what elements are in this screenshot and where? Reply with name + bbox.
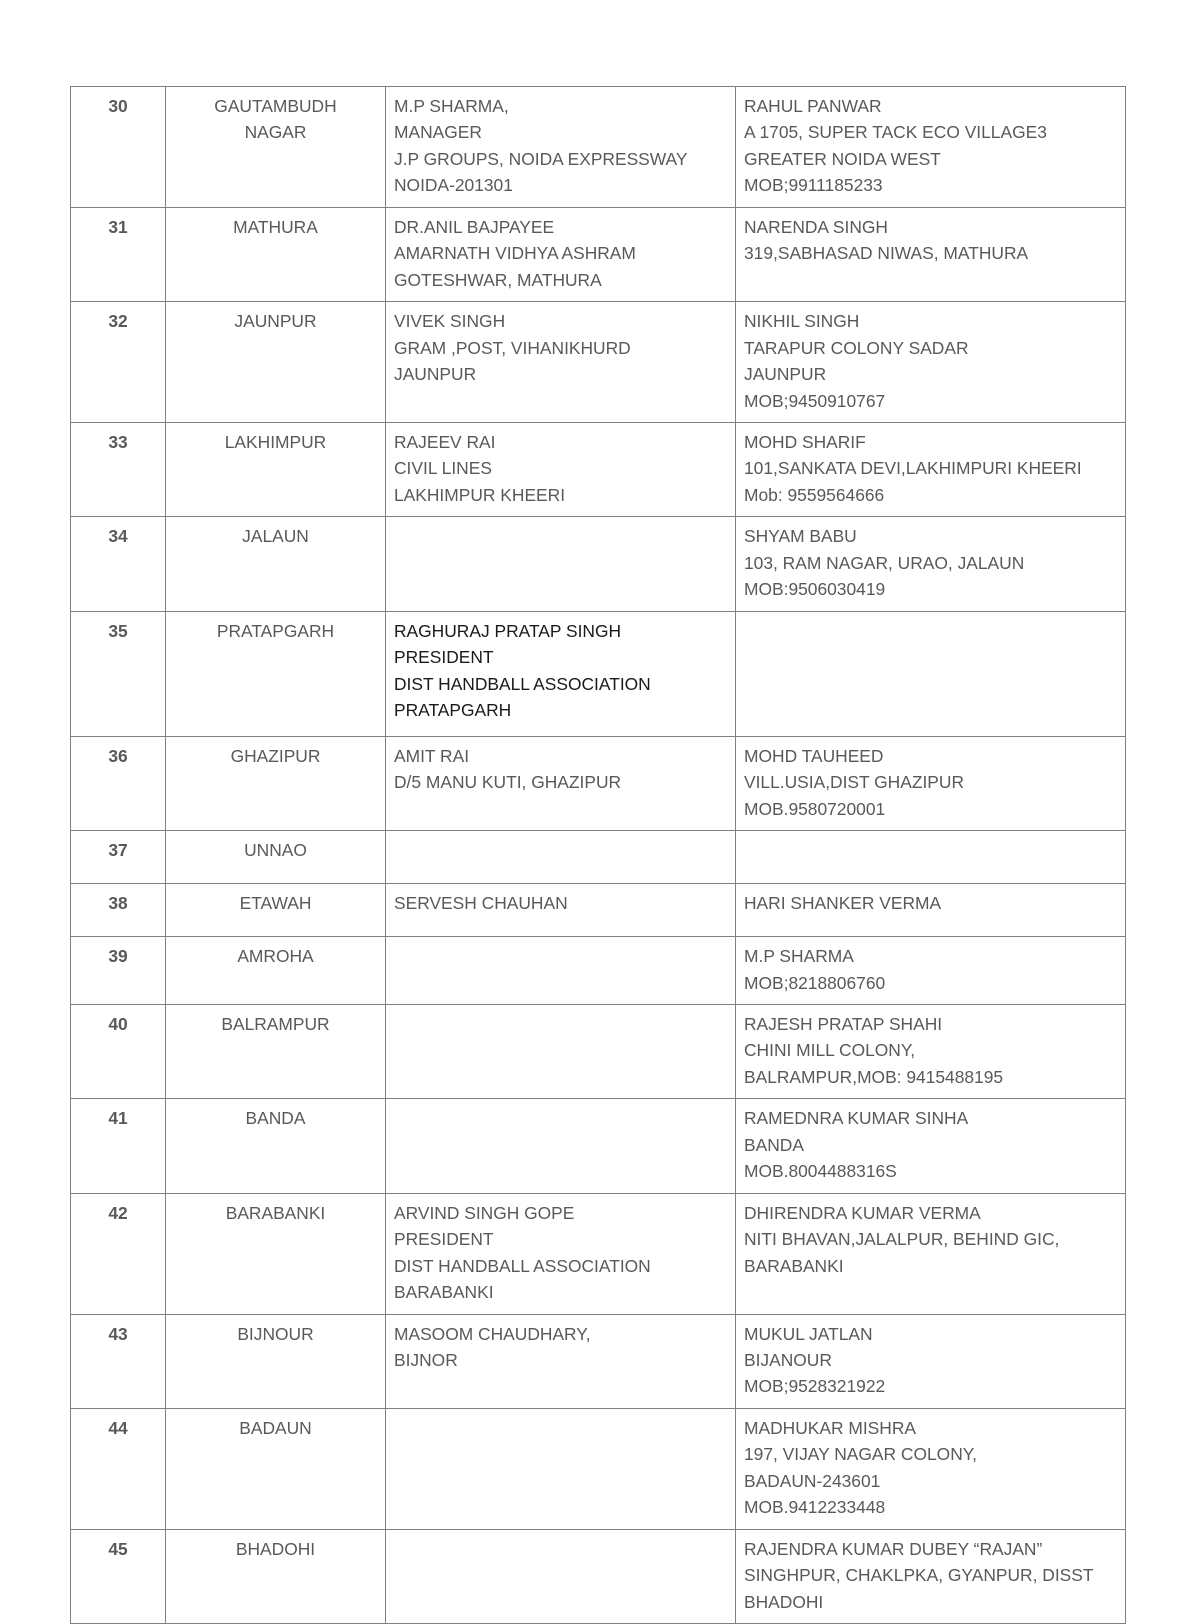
cell-line: RAJESH PRATAP SHAHI bbox=[744, 1013, 943, 1034]
cell-line: UNNAO bbox=[244, 840, 307, 861]
cell-line: A 1705, SUPER TACK ECO VILLAGE3 bbox=[744, 122, 1047, 143]
district-cell bbox=[166, 207, 386, 301]
district-cell bbox=[166, 1004, 386, 1098]
serial-number-cell: 36 bbox=[71, 736, 166, 830]
contact-person-cell bbox=[386, 884, 736, 937]
district-cell bbox=[166, 1099, 386, 1193]
serial-number-cell: 30 bbox=[71, 87, 166, 208]
cell-line: GOTESHWAR, MATHURA bbox=[394, 269, 602, 290]
secretary-cell bbox=[736, 937, 1126, 1005]
cell-line: Mob: 9559564666 bbox=[744, 484, 885, 505]
serial-number-cell: 43 bbox=[71, 1314, 166, 1408]
cell-line: RAMEDNRA KUMAR SINHA bbox=[744, 1108, 969, 1129]
cell-line: AMIT RAI bbox=[394, 745, 470, 766]
cell-line: BHADOHI bbox=[744, 1591, 824, 1612]
cell-line: 319,SABHASAD NIWAS, MATHURA bbox=[744, 243, 1029, 264]
serial-number-cell: 37 bbox=[71, 831, 166, 884]
cell-line: SINGHPUR, CHAKLPKA, GYANPUR, DISST bbox=[744, 1565, 1094, 1586]
cell-line: MOB.9580720001 bbox=[744, 798, 886, 819]
cell-line: BALRAMPUR,MOB: 9415488195 bbox=[744, 1066, 1004, 1087]
district-cell bbox=[166, 1408, 386, 1529]
cell-content bbox=[744, 1105, 1117, 1184]
contact-person-cell bbox=[386, 1004, 736, 1098]
cell-line: MATHURA bbox=[233, 216, 318, 237]
cell-line: MANAGER bbox=[394, 122, 482, 143]
cell-line: RAGHURAJ PRATAP SINGH bbox=[394, 620, 622, 641]
cell-line: MOB.9412233448 bbox=[744, 1497, 886, 1518]
cell-line: GRAM ,POST, VIHANIKHURD bbox=[394, 337, 631, 358]
cell-content bbox=[174, 93, 377, 146]
cell-line: NITI BHAVAN,JALALPUR, BEHIND GIC, bbox=[744, 1229, 1060, 1250]
cell-line: NIKHIL SINGH bbox=[744, 311, 860, 332]
cell-line: PRESIDENT bbox=[394, 647, 494, 668]
cell-content bbox=[394, 308, 727, 387]
table-row bbox=[71, 302, 1126, 423]
cell-line: JAUNPUR bbox=[394, 364, 477, 385]
cell-content bbox=[744, 308, 1117, 414]
cell-content bbox=[744, 743, 1117, 822]
cell-line: GHAZIPUR bbox=[230, 745, 321, 766]
cell-line: SERVESH CHAUHAN bbox=[394, 893, 568, 914]
cell-line: DIST HANDBALL ASSOCIATION bbox=[394, 1255, 651, 1276]
cell-content bbox=[744, 1011, 1117, 1090]
secretary-cell bbox=[736, 1193, 1126, 1314]
cell-line: DHIRENDRA KUMAR VERMA bbox=[744, 1202, 981, 1223]
cell-content bbox=[744, 523, 1117, 602]
secretary-cell bbox=[736, 302, 1126, 423]
cell-line: BADAUN bbox=[239, 1417, 312, 1438]
secretary-cell bbox=[736, 884, 1126, 937]
cell-line: BADAUN-243601 bbox=[744, 1470, 881, 1491]
cell-content bbox=[174, 1321, 377, 1347]
cell-line: MOB;8218806760 bbox=[744, 972, 886, 993]
contact-person-cell bbox=[386, 302, 736, 423]
cell-line: JALAUN bbox=[242, 526, 309, 547]
contact-person-cell bbox=[386, 422, 736, 516]
cell-line: J.P GROUPS, NOIDA EXPRESSWAY bbox=[394, 148, 688, 169]
cell-content bbox=[394, 1321, 727, 1374]
cell-line: RAJEEV RAI bbox=[394, 431, 496, 452]
cell-line: MASOOM CHAUDHARY, bbox=[394, 1323, 591, 1344]
secretary-cell bbox=[736, 831, 1126, 884]
table-row bbox=[71, 1193, 1126, 1314]
cell-content bbox=[744, 1536, 1117, 1615]
cell-line: HARI SHANKER VERMA bbox=[744, 893, 942, 914]
cell-content bbox=[394, 1200, 727, 1306]
cell-line: M.P SHARMA bbox=[744, 946, 854, 967]
cell-line: MOB:9506030419 bbox=[744, 579, 886, 600]
cell-content bbox=[744, 1200, 1117, 1279]
cell-content bbox=[394, 523, 727, 524]
serial-number-cell: 35 bbox=[71, 611, 166, 736]
cell-line: MOB.8004488316S bbox=[744, 1161, 897, 1182]
table-row bbox=[71, 611, 1126, 736]
cell-line: PRESIDENT bbox=[394, 1229, 494, 1250]
secretary-cell bbox=[736, 1099, 1126, 1193]
cell-line: BANDA bbox=[744, 1134, 804, 1155]
cell-line: 103, RAM NAGAR, URAO, JALAUN bbox=[744, 552, 1025, 573]
cell-content bbox=[744, 837, 1117, 838]
cell-line: MOB;9911185233 bbox=[744, 175, 883, 196]
secretary-cell bbox=[736, 207, 1126, 301]
cell-line: M.P SHARMA, bbox=[394, 96, 509, 116]
cell-content bbox=[174, 308, 377, 334]
cell-line: PRATAPGARH bbox=[216, 620, 335, 641]
cell-line: BIJNOR bbox=[394, 1349, 458, 1370]
cell-line: VILL.USIA,DIST GHAZIPUR bbox=[744, 772, 965, 793]
cell-line: AMROHA bbox=[237, 946, 314, 967]
table-row bbox=[71, 517, 1126, 611]
secretary-cell bbox=[736, 1314, 1126, 1408]
cell-content bbox=[744, 93, 1117, 199]
serial-number-cell: 44 bbox=[71, 1408, 166, 1529]
cell-line: NARENDA SINGH bbox=[744, 216, 888, 237]
cell-content bbox=[394, 743, 727, 796]
table-row bbox=[71, 831, 1126, 884]
table-row bbox=[71, 1099, 1126, 1193]
district-cell bbox=[166, 422, 386, 516]
contact-table bbox=[70, 86, 1126, 1624]
district-cell bbox=[166, 611, 386, 736]
serial-number-cell: 45 bbox=[71, 1529, 166, 1623]
cell-line: D/5 MANU KUTI, GHAZIPUR bbox=[394, 772, 622, 793]
district-cell bbox=[166, 1193, 386, 1314]
secretary-cell bbox=[736, 1529, 1126, 1623]
contact-person-cell bbox=[386, 1193, 736, 1314]
cell-content bbox=[744, 618, 1117, 619]
cell-line: DR.ANIL BAJPAYEE bbox=[394, 216, 555, 237]
cell-content bbox=[174, 837, 377, 863]
contact-person-cell bbox=[386, 207, 736, 301]
cell-content bbox=[744, 943, 1117, 996]
district-cell bbox=[166, 736, 386, 830]
table-row bbox=[71, 422, 1126, 516]
secretary-cell bbox=[736, 1408, 1126, 1529]
cell-line: LAKHIMPUR bbox=[224, 431, 327, 452]
cell-line: GAUTAMBUDH bbox=[214, 96, 337, 116]
contact-person-cell bbox=[386, 1529, 736, 1623]
cell-content bbox=[174, 1011, 377, 1037]
cell-content bbox=[744, 429, 1117, 508]
cell-line: AMARNATH VIDHYA ASHRAM bbox=[394, 243, 636, 264]
serial-number-cell: 40 bbox=[71, 1004, 166, 1098]
serial-number-cell: 31 bbox=[71, 207, 166, 301]
serial-number-cell: 34 bbox=[71, 517, 166, 611]
cell-content bbox=[394, 943, 727, 944]
secretary-cell bbox=[736, 1004, 1126, 1098]
cell-line: BHADOHI bbox=[235, 1538, 316, 1559]
table-row bbox=[71, 736, 1126, 830]
district-cell bbox=[166, 1529, 386, 1623]
district-cell bbox=[166, 831, 386, 884]
secretary-cell bbox=[736, 517, 1126, 611]
cell-line: TARAPUR COLONY SADAR bbox=[744, 337, 969, 358]
table-row bbox=[71, 1408, 1126, 1529]
contact-person-cell bbox=[386, 937, 736, 1005]
secretary-cell bbox=[736, 736, 1126, 830]
cell-line: NOIDA-201301 bbox=[394, 175, 513, 196]
cell-line: MOHD SHARIF bbox=[744, 431, 866, 452]
table-row bbox=[71, 884, 1126, 937]
cell-content bbox=[394, 837, 727, 838]
cell-content bbox=[394, 214, 727, 293]
cell-content bbox=[174, 943, 377, 969]
secretary-cell bbox=[736, 611, 1126, 736]
contact-person-cell bbox=[386, 1099, 736, 1193]
cell-content bbox=[174, 618, 377, 644]
cell-line: BARABANKI bbox=[225, 1202, 326, 1223]
table-row bbox=[71, 1529, 1126, 1623]
cell-line: BIJNOUR bbox=[237, 1323, 314, 1344]
cell-line: BIJANOUR bbox=[744, 1349, 832, 1370]
cell-content bbox=[744, 214, 1117, 267]
serial-number-cell: 33 bbox=[71, 422, 166, 516]
cell-content bbox=[174, 214, 377, 240]
cell-line: 101,SANKATA DEVI,LAKHIMPURI KHEERI bbox=[744, 458, 1082, 479]
table-row bbox=[71, 87, 1126, 208]
serial-number-cell: 39 bbox=[71, 937, 166, 1005]
table-body bbox=[71, 87, 1126, 1624]
district-cell bbox=[166, 517, 386, 611]
cell-line: DIST HANDBALL ASSOCIATION bbox=[394, 673, 651, 694]
cell-content bbox=[744, 1321, 1117, 1400]
cell-content bbox=[394, 93, 727, 199]
contact-person-cell bbox=[386, 1314, 736, 1408]
cell-line: BARABANKI bbox=[394, 1282, 494, 1303]
cell-line: GREATER NOIDA WEST bbox=[744, 148, 941, 169]
cell-content bbox=[394, 890, 727, 916]
cell-line: ETAWAH bbox=[239, 893, 312, 914]
cell-line: MUKUL JATLAN bbox=[744, 1323, 873, 1344]
cell-line: BARABANKI bbox=[744, 1255, 844, 1276]
district-cell bbox=[166, 302, 386, 423]
cell-line: BANDA bbox=[245, 1108, 306, 1129]
cell-line: JAUNPUR bbox=[234, 311, 317, 332]
serial-number-cell: 41 bbox=[71, 1099, 166, 1193]
serial-number-cell: 38 bbox=[71, 884, 166, 937]
table-row bbox=[71, 1004, 1126, 1098]
serial-number-cell: 32 bbox=[71, 302, 166, 423]
cell-content bbox=[394, 429, 727, 508]
cell-line: PRATAPGARH bbox=[394, 700, 512, 721]
cell-content bbox=[394, 618, 727, 724]
contact-person-cell bbox=[386, 1408, 736, 1529]
contact-person-cell bbox=[386, 611, 736, 736]
contact-person-cell bbox=[386, 517, 736, 611]
cell-content bbox=[174, 429, 377, 455]
cell-line: 197, VIJAY NAGAR COLONY, bbox=[744, 1444, 977, 1465]
cell-line: RAHUL PANWAR bbox=[744, 96, 882, 116]
contact-person-cell bbox=[386, 87, 736, 208]
cell-line: RAJENDRA KUMAR DUBEY “RAJAN” bbox=[744, 1538, 1043, 1559]
cell-content bbox=[174, 1105, 377, 1131]
cell-line: CIVIL LINES bbox=[394, 458, 492, 479]
cell-line: ARVIND SINGH GOPE bbox=[394, 1202, 575, 1223]
cell-content bbox=[174, 743, 377, 769]
district-cell bbox=[166, 1314, 386, 1408]
cell-content bbox=[394, 1105, 727, 1106]
cell-content bbox=[174, 1536, 377, 1562]
cell-line: CHINI MILL COLONY, bbox=[744, 1040, 916, 1061]
contact-person-cell bbox=[386, 831, 736, 884]
cell-line: MOB;9450910767 bbox=[744, 390, 886, 411]
table-row bbox=[71, 1314, 1126, 1408]
table-row bbox=[71, 207, 1126, 301]
cell-content bbox=[174, 1415, 377, 1441]
cell-line: JAUNPUR bbox=[744, 364, 827, 385]
district-cell bbox=[166, 937, 386, 1005]
cell-content bbox=[744, 1415, 1117, 1521]
serial-number-cell: 42 bbox=[71, 1193, 166, 1314]
contact-person-cell bbox=[386, 736, 736, 830]
cell-line: NAGAR bbox=[244, 122, 307, 143]
district-cell bbox=[166, 87, 386, 208]
cell-line: LAKHIMPUR KHEERI bbox=[394, 484, 566, 505]
secretary-cell bbox=[736, 87, 1126, 208]
secretary-cell bbox=[736, 422, 1126, 516]
cell-content bbox=[174, 890, 377, 916]
cell-line: MOB;9528321922 bbox=[744, 1376, 886, 1397]
cell-line: MADHUKAR MISHRA bbox=[744, 1417, 916, 1438]
cell-content bbox=[744, 890, 1117, 916]
cell-line: SHYAM BABU bbox=[744, 526, 857, 547]
cell-content bbox=[394, 1415, 727, 1416]
table-row bbox=[71, 937, 1126, 1005]
cell-content bbox=[394, 1011, 727, 1012]
cell-line: MOHD TAUHEED bbox=[744, 745, 884, 766]
district-cell bbox=[166, 884, 386, 937]
cell-content bbox=[174, 1200, 377, 1226]
cell-content bbox=[174, 523, 377, 549]
cell-line: VIVEK SINGH bbox=[394, 311, 506, 332]
cell-line: BALRAMPUR bbox=[221, 1013, 330, 1034]
